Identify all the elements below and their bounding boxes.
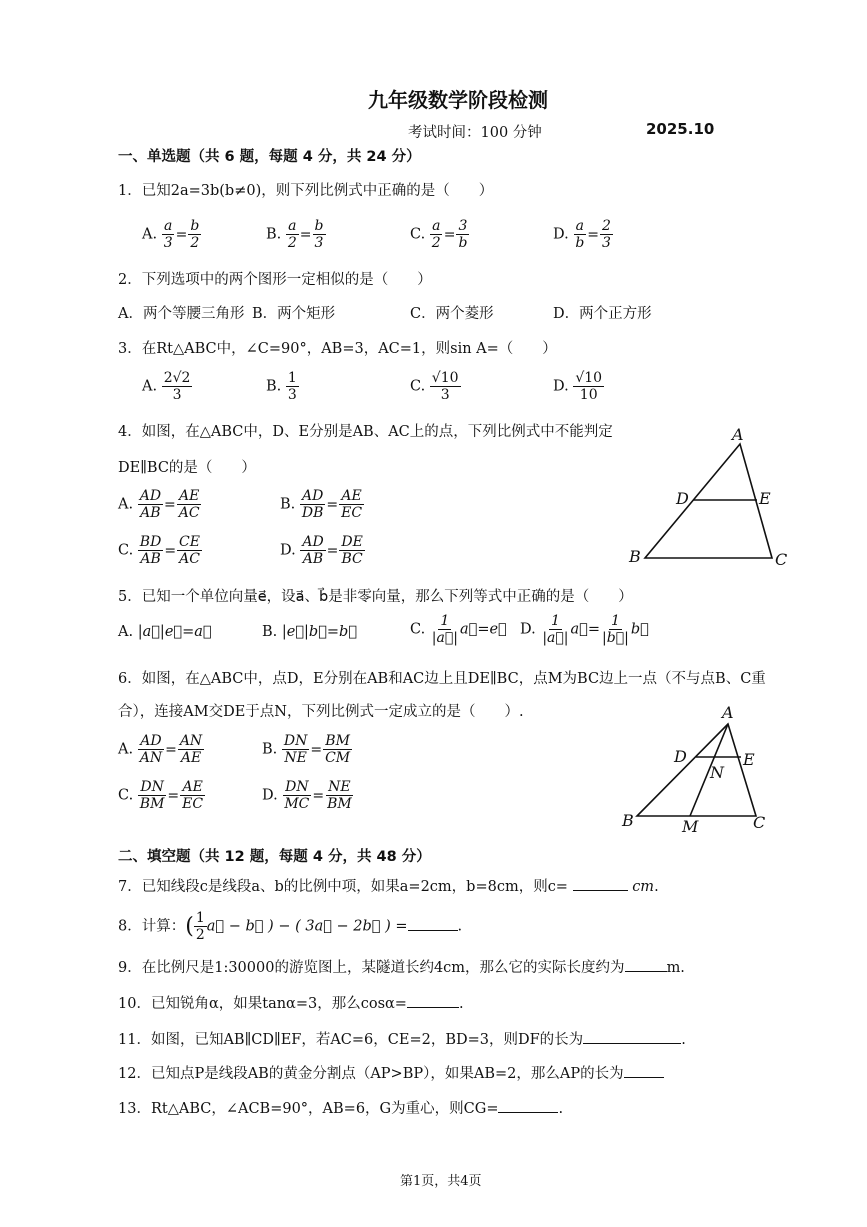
q2-option-d: D．两个正方形 [553, 306, 652, 322]
q4-label-a: A [732, 425, 744, 444]
q6-label-c: C [753, 813, 766, 832]
q4-label-e: E [759, 489, 771, 508]
q1-stem: 1．已知2a=3b(b≠0)，则下列比例式中正确的是（ ） [118, 183, 494, 199]
q4-triangle-abc [645, 444, 772, 558]
section-1-heading: 一、单选题（共 6 题，每题 4 分，共 24 分） [118, 149, 421, 165]
q4-option-a: A. $\frac{AD}{AB}$ = $\frac{AE}{AC}$ [118, 488, 200, 521]
q6-label-d: D [674, 747, 687, 766]
q4-label-b: B [629, 547, 641, 566]
q1-option-a: A. $\frac{a}{3}$ = $\frac{b}{2}$ [142, 218, 200, 251]
page-footer: 第1页，共4页 [400, 1174, 482, 1189]
q3-option-c: C. $\frac{√10}{3}$ [410, 370, 459, 403]
page-title: 九年级数学阶段检测 [368, 88, 548, 112]
q6-option-b: B. $\frac{DN}{NE}$ = $\frac{BM}{CM}$ [262, 733, 351, 766]
q2-option-b: B．两个矩形 [252, 306, 336, 322]
q4-option-c: C. $\frac{BD}{AB}$ = $\frac{CE}{AC}$ [118, 534, 200, 567]
section-2-heading: 二、填空题（共 12 题，每题 4 分，共 48 分） [118, 849, 431, 865]
q2-stem: 2．下列选项中的两个图形一定相似的是（ ） [118, 272, 432, 288]
q1-option-d: D. $\frac{a}{b}$ = $\frac{2}{3}$ [553, 218, 611, 251]
q6-option-a: A. $\frac{AD}{AN}$ = $\frac{AN}{AE}$ [118, 733, 203, 766]
q4-option-d: D. $\frac{AD}{AB}$ = $\frac{DE}{BC}$ [280, 534, 363, 567]
q6-stem-line2: 合），连接AM交DE于点N，下列比例式一定成立的是（ ）. [118, 704, 524, 720]
exam-time: 考试时间：100 分钟 [408, 125, 542, 141]
q5-option-c: C. $\frac{1}{|a⃗|}$ a⃗=e⃗ [410, 613, 507, 646]
q4-stem-line1: 4．如图，在△ABC中，D、E分别是AB、AC上的点，下列比例式中不能判定 [118, 424, 613, 440]
q5-option-b: B. |e⃗|b⃗=b⃗ [262, 624, 358, 640]
q6-label-e: E [743, 750, 755, 769]
q6-option-c: C. $\frac{DN}{BM}$ = $\frac{AE}{EC}$ [118, 779, 204, 812]
q6-label-m: M [682, 817, 699, 836]
q5-stem: 5．已知一个单位向量e⃗，设a⃗、b⃗是非零向量，那么下列等式中正确的是（ ） [118, 589, 633, 605]
q1-option-c: C. $\frac{a}{2}$ = $\frac{3}{b}$ [410, 218, 468, 251]
q10: 10．已知锐角α，如果tanα=3，那么cosα= . [118, 992, 464, 1013]
q3-stem: 3．在Rt△ABC中，∠C=90°，AB=3，AC=1，则sin A=（ ） [118, 341, 557, 357]
q3-option-d: D. $\frac{√10}{10}$ [553, 370, 603, 403]
q9: 9．在比例尺是1:30000的游览图上，某隧道长约4cm，那么它的实际长度约为 m. [118, 956, 685, 977]
q6-option-d: D. $\frac{DN}{MC}$ = $\frac{NE}{BM}$ [262, 779, 352, 812]
q5-option-a: A. |a⃗|e⃗=a⃗ [118, 624, 212, 640]
q3-option-b: B. $\frac{1}{3}$ [266, 370, 297, 403]
q4-triangle-figure [620, 420, 800, 575]
q6-label-n: N [710, 763, 724, 782]
q8: 8．计算：( $\frac{1}{2}$ a⃗ − b⃗ ) − ( 3a⃗ − 2b⃗ ) = . [118, 910, 463, 943]
q11: 11．如图，已知AB∥CD∥EF，若AC=6，CE=2，BD=3，则DF的长为 . [118, 1028, 686, 1049]
q7: 7．已知线段c是线段a、b的比例中项，如果a=2cm，b=8cm，则c= cm. [118, 875, 659, 896]
q13: 13．Rt△ABC，∠ACB=90°，AB=6，G为重心，则CG= . [118, 1097, 563, 1118]
q4-label-c: C [775, 550, 788, 569]
q1-option-b: B. $\frac{a}{2}$ = $\frac{b}{3}$ [266, 218, 324, 251]
q3-option-a: A. $\frac{2√2}{3}$ [142, 370, 191, 403]
q5-option-d: D. $\frac{1}{|a⃗|}$ a⃗= $\frac{1}{|b⃗|}$ b⃗ [520, 613, 649, 646]
q6-triangle-figure [610, 700, 800, 840]
q4-stem-line2: DE∥BC的是（ ） [118, 460, 256, 476]
q6-label-b: B [622, 811, 634, 830]
q6-stem-line1: 6．如图，在△ABC中，点D，E分别在AB和AC边上且DE∥BC，点M为BC边上一点（不与点B、C重 [118, 671, 766, 687]
q2-option-a: A．两个等腰三角形 [118, 306, 245, 322]
q2-option-c: C．两个菱形 [410, 306, 494, 322]
q6-label-a: A [722, 703, 734, 722]
q12: 12．已知点P是线段AB的黄金分割点（AP>BP），如果AB=2，那么AP的长为 [118, 1062, 664, 1083]
exam-date: 2025.10 [646, 120, 715, 138]
q4-option-b: B. $\frac{AD}{DB}$ = $\frac{AE}{EC}$ [280, 488, 363, 521]
q4-label-d: D [676, 489, 689, 508]
